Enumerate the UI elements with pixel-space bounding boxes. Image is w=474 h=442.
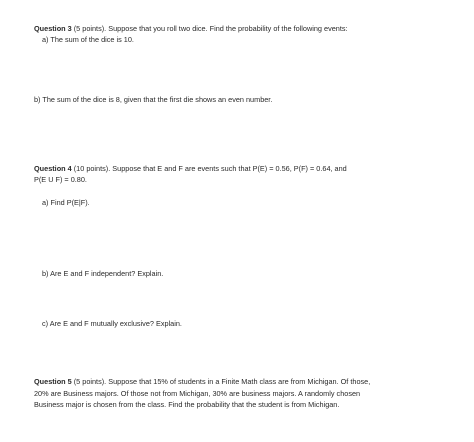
q3-part-b: b) The sum of the dice is 8, given that the first die shows an even number. [34,95,273,104]
q4-prompt-line1: Suppose that E and F are events such that P(E) = 0.56, P(F) = 0.64, and [110,164,347,173]
q5-points: (5 points). [71,377,107,386]
q5-line3: Business major is chosen from the class. Find the probability that the student is from Michigan. [34,400,340,409]
q4-part-a: a) Find P(E|F). [42,198,90,207]
q4-part-b: b) Are E and F independent? Explain. [42,269,164,278]
q3-part-a: a) The sum of the dice is 10. [42,35,134,44]
q4-number: Question 4 [34,164,72,173]
q5-line2: 20% are Business majors. Of those not from Michigan, 30% are business majors. A randomly chosen [34,389,361,398]
q4-prompt-line2: P(E U F) = 0.80. [34,175,87,184]
q5-prompt-line1: Suppose that 15% of students in a Finite Math class are from Michigan. Of those, [106,377,371,386]
q5-heading-line [34,377,370,387]
q4-points: (10 points). [71,164,111,173]
q3-number: Question 3 [34,24,72,33]
q3-heading-line [34,24,348,34]
q4-part-c: c) Are E and F mutually exclusive? Explain. [42,319,182,328]
q4-heading-line [34,164,347,174]
q3-prompt: Suppose that you roll two dice. Find the probability of the following events: [106,24,348,33]
q3-points: (5 points). [71,24,107,33]
q5-number: Question 5 [34,377,72,386]
